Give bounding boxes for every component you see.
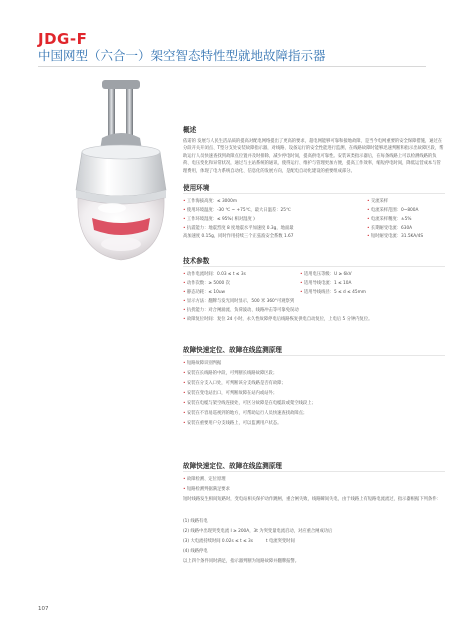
block1-item-0: • 短路故障识别判据 (183, 360, 221, 367)
page-title: 中国网型（六合一）架空智态特性型就地故障指示器 (38, 48, 326, 63)
environment-heading: 使用环境 (183, 184, 210, 192)
env-right-0: • 交流采样 (367, 198, 388, 205)
tech-full-0: • 显示方法：翻牌与发光同时显示，500 米 360°可观察到 (183, 298, 294, 305)
tech-full-2: • 故障复位时间：复位 24 小时，永久性故障停电后线路恢复供电自动复位，上电后 5 分钟内复位。 (183, 316, 372, 323)
env-left-3: • 抗震能力：地震烈度 8 度地震水平加速度 0.3g，地面最 (183, 225, 294, 232)
block1-item-2: • 安装在分支入口处，可判断该分支线路是否有故障； (183, 380, 286, 387)
block2-item-4: (2) 线路中出现突变电流 I ≥ 200A，3t 为突变量电流启动，对应重合闸成功后 (183, 529, 333, 534)
block2-heading: 故障快速定位、故障在线监测原理 (183, 462, 282, 470)
block1-divider (183, 355, 445, 356)
tech-left-1: • 动作次数：≥ 5000 次 (183, 280, 230, 287)
block1-item-1: • 安装在长线路的中段，可判断长线路故障区段； (183, 370, 277, 377)
block2-item-0: • 故障检测、定位原理 (183, 476, 226, 483)
env-left-2: • 工作环境湿度：≤ 95%( 相对湿度 ) (183, 216, 255, 223)
block1-item-3: • 安装在变电站出口，可判断故障在站内或站外； (183, 390, 277, 397)
block1-item-4: • 安装在电缆与架空线连接处，可区分故障是在电缆段或架空线段上； (183, 400, 316, 407)
tech-heading: 技术参数 (183, 257, 210, 265)
overview-heading: 概述 (183, 126, 197, 134)
tech-right-1: • 适用导线电流：1 ≤ 10A (300, 280, 351, 287)
tech-right-2: • 适用导线线径：5 ≤ d ≤ 45mm (300, 289, 366, 296)
block1-item-5: • 安装在不容易巡视到的地方，可帮助运行人员快速查找故障点； (183, 410, 307, 417)
block2-divider (183, 471, 445, 472)
env-left-0: • 工作海拔高度：≤ 3000m (183, 198, 237, 205)
block2-item-7: 以上四个条件同时满足，指示器判断为短路故障并翻牌报警。 (183, 559, 300, 564)
tech-right-0: • 适用电压等级：U ≥ 6kV (300, 271, 352, 278)
env-right-4: • 短时耐受电流：31.5KA/4S (367, 233, 423, 240)
block1-heading: 故障快速定位、故障在线监测原理 (183, 346, 282, 354)
product-photo (62, 78, 180, 290)
block2-item-3: (1) 线路有电 (183, 519, 208, 524)
block1-item-6: • 安装在重要用户分支线路上，可以监测用户状态。 (183, 420, 281, 427)
env-right-1: • 电流采样范围：0~800A (367, 207, 418, 214)
page-number: 107 (38, 606, 49, 612)
block2-item-5: (3) 大电流持续时间 0.02s ≤ t ≤ 3s t 电流突变时间 (183, 539, 295, 544)
overview-text: 依诺的 发展与人民生活品质的提高对配电网络提出了更高的要求，超电网能够可靠和接地故障，是当今电网重要的安全保障措施，通过在分段开关开闭点、T型分支处安装故障指示器，对线路、设备运行的安全性能进行监测，在线路故障时能够迅速判断和指示出故障区段，帮助运行人员快速查找到故障点位置并及时排除，减少停电时间，提高供电可靠性。安装该类指示器后，在每条线路上可以检测线路的负荷、电压变化和异常状况，通过与主站系统的通讯，使得运行、维护与管理更加方便，提高工作效率，缩短停电时间，降低运营成本与管理费用，体现了电力系统自动化、信息化的发展方向，是配电自动化建设的重要组成部分。 (183, 139, 444, 174)
tech-left-2: • 静态功耗：≤ 10uw (183, 289, 225, 296)
env-right-3: • 长期耐受电流：630A (367, 225, 412, 232)
title-divider (38, 66, 426, 67)
environment-divider (183, 193, 445, 194)
tech-left-0: • 动作电流时间：0.03 ≤ t ≤ 3s (183, 271, 246, 278)
model-code: JDG-F (38, 30, 88, 48)
env-left-4: 高加速度 0.15g，同时作用持续三个正弦波安全系数 1.67 (183, 234, 294, 239)
block2-item-6: (4) 线路停电 (183, 549, 208, 554)
env-right-2: • 电流采样精度：±5% (367, 216, 411, 223)
env-left-1: • 使用环境温度：-30 ℃ ~ +75℃，最大日温差：25℃ (183, 207, 291, 214)
tech-full-1: • 抗扰能力：对合闸涌流、负荷波动、线路冲击等可靠免误动 (183, 307, 299, 314)
block2-item-1: • 短路检测判据满足要求 (183, 486, 230, 493)
tech-divider (183, 266, 445, 267)
block2-item-2: 短时线路发生相间短路时，变电站相关保护动作跳闸，重合闸失败，线路瞬间失电，由于线路上有短路电流流过，指示器根据下列条件： (183, 497, 441, 502)
